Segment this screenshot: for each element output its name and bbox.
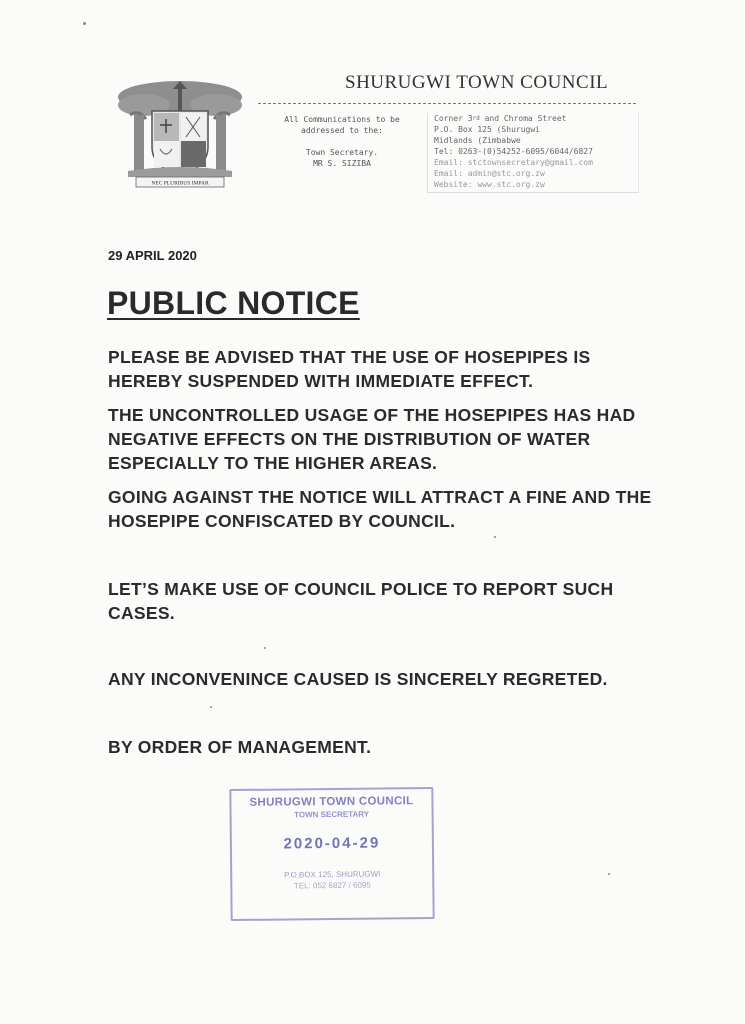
po-box: P.O. Box 125 (Shurugwi xyxy=(434,125,540,134)
stamp-office: TOWN SECRETARY xyxy=(294,809,370,820)
scan-speck xyxy=(494,536,496,538)
notice-paragraph: PLEASE BE ADVISED THAT THE USE OF HOSEPIPES IS HEREBY SUSPENDED WITH IMMEDIATE EFFECT. xyxy=(108,347,591,391)
scan-speck xyxy=(608,873,610,875)
address-block xyxy=(427,113,639,193)
notice-paragraph: THE UNCONTROLLED USAGE OF THE HOSEPIPES HAS HAD NEGATIVE EFFECTS ON THE DISTRIBUTION OF WATER ESPECIALLY TO THE HIGHER AREAS. xyxy=(108,405,636,473)
stamp-telephone: TEL: 052 6827 / 6095 xyxy=(293,880,371,891)
letterhead-divider xyxy=(258,103,636,104)
notice-paragraph: GOING AGAINST THE NOTICE WILL ATTRACT A FINE AND THE HOSEPIPE CONFISCATED BY COUNCIL. xyxy=(108,487,652,531)
scan-speck xyxy=(210,706,212,708)
notice-date: 29 APRIL 2020 xyxy=(108,248,197,263)
stamp-council-name: SHURUGWI TOWN COUNCIL xyxy=(249,795,414,809)
email-admin: Email: admin@stc.org.zw xyxy=(434,169,545,178)
email-primary: Email: stctownsecretary@gmail.com xyxy=(434,158,593,167)
scan-speck xyxy=(83,22,86,25)
communications-line: All Communications to be xyxy=(284,115,400,124)
telephone: Tel: 0263-(0)54252-6095/6044/6827 xyxy=(434,147,593,156)
notice-title: PUBLIC NOTICE xyxy=(107,285,360,321)
official-stamp xyxy=(229,787,434,921)
stamp-address: P.O.BOX 125, SHURUGWI xyxy=(283,869,381,880)
town-secretary-name: MR S. SIZIBA xyxy=(313,158,371,168)
coat-of-arms-logo xyxy=(110,75,250,190)
motto-text: NEC PLURIBUS IMPAR xyxy=(151,180,209,187)
notice-paragraph: LET’S MAKE USE OF COUNCIL POLICE TO REPORT SUCH CASES. xyxy=(108,579,614,623)
scan-speck xyxy=(264,647,266,649)
stamp-date: 2020-04-29 xyxy=(283,834,381,853)
website: Website: www.stc.org.zw xyxy=(434,180,545,189)
town-secretary-title: Town Secretary. xyxy=(305,148,379,157)
region: Midlands (Zimbabwe xyxy=(434,136,521,145)
council-name: SHURUGWI TOWN COUNCIL xyxy=(345,72,609,93)
notice-paragraph: ANY INCONVENINCE CAUSED IS SINCERELY REGRETED. xyxy=(108,669,608,689)
communications-block xyxy=(262,115,422,169)
notice-signoff: BY ORDER OF MANAGEMENT. xyxy=(108,737,372,757)
communications-line: addressed to the: xyxy=(301,125,383,135)
street-address: Corner 3rd and Chroma Street xyxy=(434,114,567,123)
